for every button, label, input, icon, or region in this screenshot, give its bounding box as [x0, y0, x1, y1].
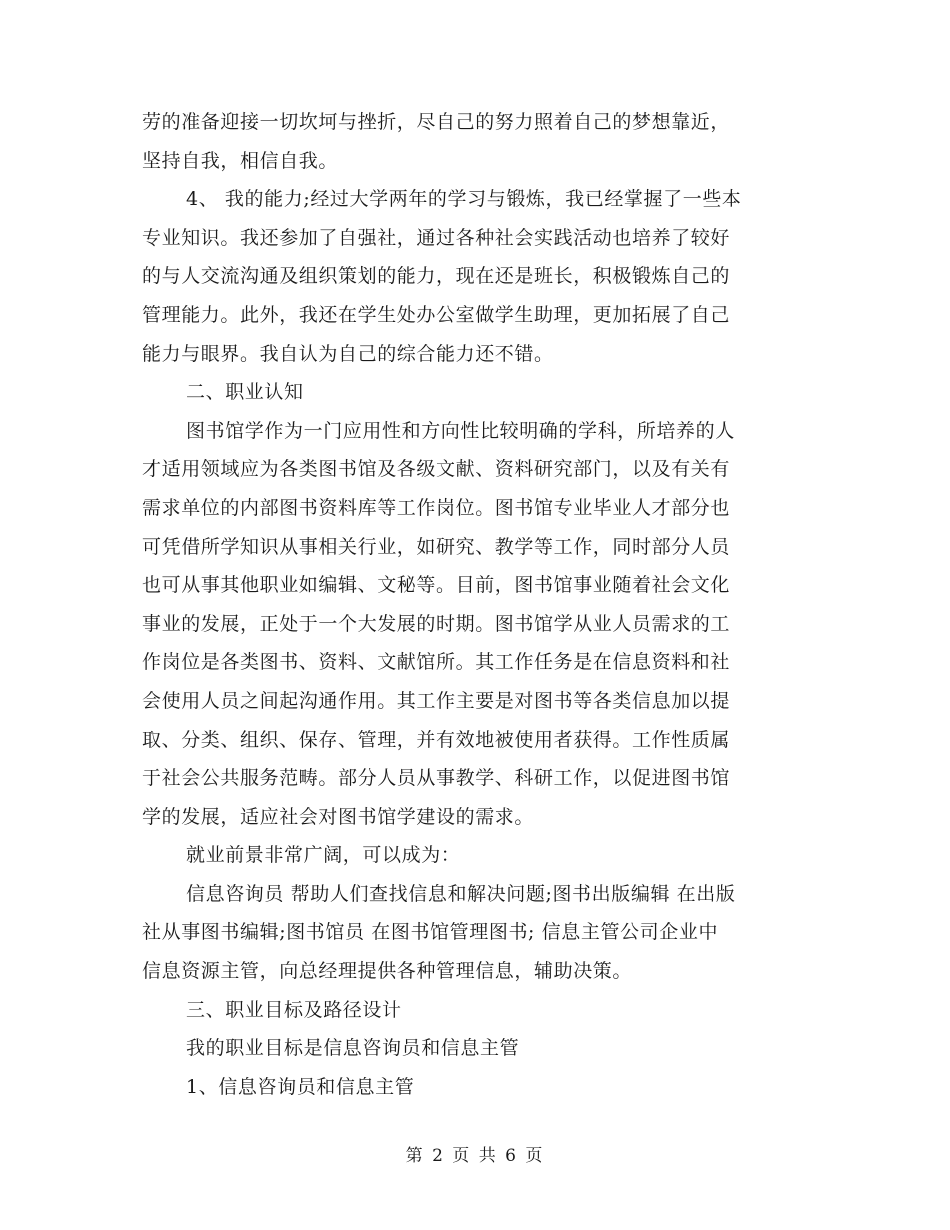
text-line: 我的职业目标是信息咨询员和信息主管 — [186, 1037, 520, 1060]
text-line: 能力与眼界。我自认为自己的综合能力还不错。 — [142, 342, 554, 365]
text-line: 取、分类、组织、保存、管理，并有效地被使用者获得。工作性质属 — [142, 728, 731, 751]
text-line: 图书馆学作为一门应用性和方向性比较明确的学科，所培养的人 — [186, 419, 735, 442]
text-line: 可凭借所学知识从事相关行业，如研究、教学等工作，同时部分人员 — [142, 535, 731, 558]
text-line: 作岗位是各类图书、资料、文献馆所。其工作任务是在信息资料和社 — [142, 651, 731, 674]
text-line: 三、职业目标及路径设计 — [186, 998, 402, 1021]
text-line: 会使用人员之间起沟通作用。其工作主要是对图书等各类信息加以提 — [142, 689, 731, 712]
text-line: 劳的准备迎接一切坎坷与挫折，尽自己的努力照着自己的梦想靠近， — [142, 111, 731, 133]
text-line: 4、 我的能力;经过大学两年的学习与锻炼，我已经掌握了一些本 — [186, 188, 742, 211]
text-line: 就业前景非常广阔，可以成为： — [186, 844, 461, 867]
text-line: 事业的发展，正处于一个大发展的时期。图书馆学从业人员需求的工 — [142, 612, 731, 635]
text-line: 的与人交流沟通及组织策划的能力，现在还是班长，积极锻炼自己的 — [142, 265, 731, 288]
text-line: 于社会公共服务范畴。部分人员从事教学、科研工作，以促进图书馆 — [142, 767, 731, 790]
text-line: 1、信息咨询员和信息主管 — [186, 1075, 415, 1098]
text-line: 坚持自我，相信自我。 — [142, 149, 339, 172]
text-line: 学的发展，适应社会对图书馆学建设的需求。 — [142, 805, 535, 828]
document-body — [142, 103, 810, 1106]
text-line: 二、职业认知 — [186, 381, 304, 404]
text-line: 管理能力。此外，我还在学生处办公室做学生助理，更加拓展了自己 — [142, 303, 731, 326]
page-footer: 第 2 页 共 6 页 — [405, 1146, 545, 1166]
text-line: 信息咨询员 帮助人们查找信息和解决问题;图书出版编辑 在出版 — [186, 882, 736, 905]
text-line: 专业知识。我还参加了自强社，通过各种社会实践活动也培养了较好 — [142, 226, 731, 249]
text-line: 社从事图书编辑;图书馆员 在图书馆管理图书; 信息主管公司企业中 — [142, 921, 719, 944]
text-line: 信息资源主管，向总经理提供各种管理信息，辅助决策。 — [142, 960, 633, 983]
text-line: 需求单位的内部图书资料库等工作岗位。图书馆专业毕业人才部分也 — [142, 496, 731, 519]
text-line: 才适用领域应为各类图书馆及各级文献、资料研究部门，以及有关有 — [142, 458, 731, 481]
text-line: 也可从事其他职业如编辑、文秘等。目前，图书馆事业随着社会文化 — [142, 574, 731, 597]
